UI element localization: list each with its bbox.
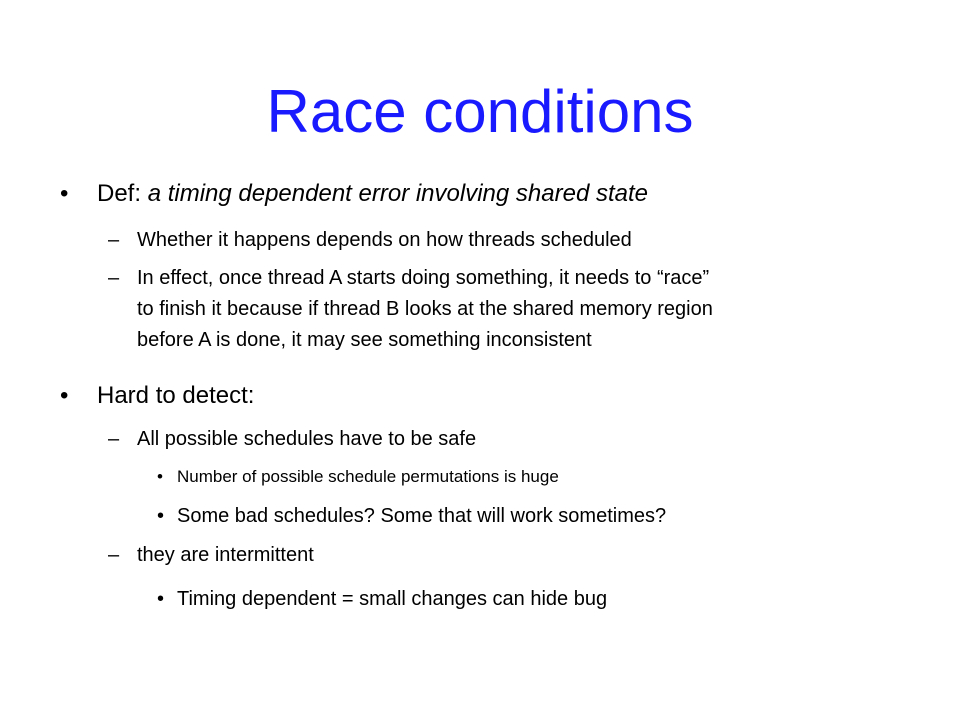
def-italic: a timing dependent error involving shared state bbox=[147, 180, 648, 207]
dash-marker: – bbox=[108, 267, 120, 289]
bullet-marker: • bbox=[157, 588, 165, 610]
hard-sub-2-text: they are intermittent bbox=[137, 544, 314, 566]
def-prefix: Def: bbox=[97, 180, 148, 207]
def-text bbox=[97, 180, 648, 208]
def-sub-2-line-3: before A is done, it may see something inconsistent bbox=[137, 329, 592, 351]
hard-sub-2-item-1-text: Timing dependent = small changes can hide bug bbox=[177, 588, 608, 610]
slide-title: Race conditions bbox=[266, 78, 694, 145]
def-sub-2-line-2: to finish it because if thread B looks at the shared memory region bbox=[137, 298, 713, 320]
hard-text: Hard to detect: bbox=[97, 382, 255, 409]
def-sub-2-line-1: In effect, once thread A starts doing something, it needs to “race” bbox=[137, 267, 710, 289]
hard-sub-1-item-1-text: Number of possible schedule permutations is huge bbox=[177, 467, 559, 486]
hard-sub-1-text: All possible schedules have to be safe bbox=[137, 428, 477, 450]
bullet-marker: • bbox=[157, 467, 163, 486]
def-sub-1-text: Whether it happens depends on how threads scheduled bbox=[137, 229, 632, 251]
dash-marker: – bbox=[108, 229, 120, 251]
hard-sub-1-item-2-text: Some bad schedules? Some that will work sometimes? bbox=[177, 505, 667, 527]
dash-marker: – bbox=[108, 428, 120, 450]
bullet-marker: • bbox=[157, 505, 165, 527]
bullet-marker: • bbox=[60, 382, 69, 409]
dash-marker: – bbox=[108, 544, 120, 566]
bullet-marker: • bbox=[60, 180, 69, 207]
